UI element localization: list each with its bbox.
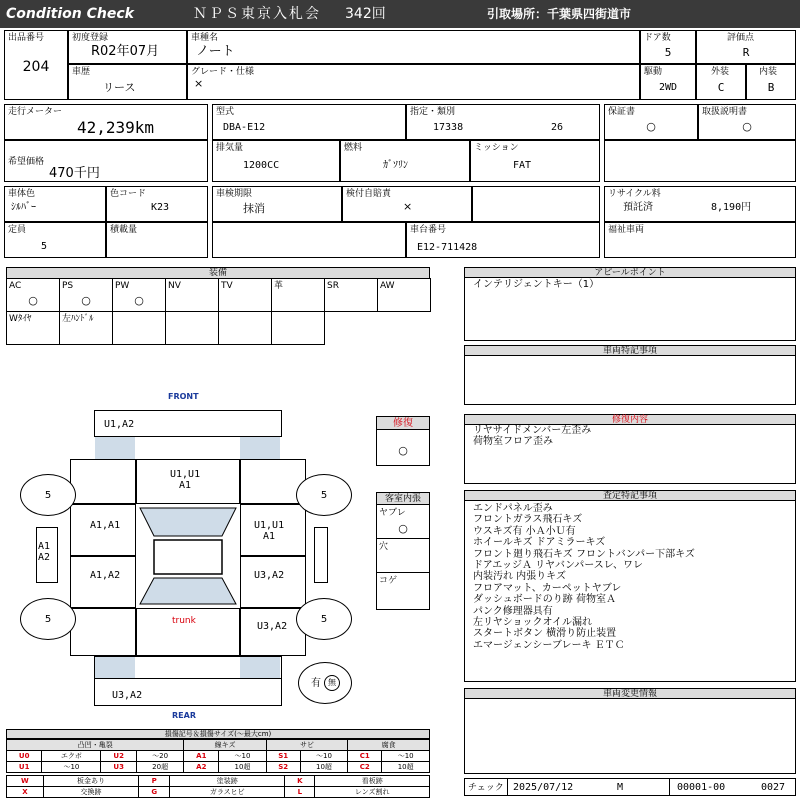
change-info-section xyxy=(464,688,796,774)
transmission-label: ミッション xyxy=(474,143,519,153)
repair-content-text: リヤサイドメンバー左歪み 荷物室フロア歪み xyxy=(473,425,592,448)
legend-desc: 20超 xyxy=(136,762,184,773)
blank-cell-r5 xyxy=(472,186,600,222)
equipment-label: PS xyxy=(62,281,74,291)
legend-size-row-1 xyxy=(7,751,430,762)
price-label: 希望価格 xyxy=(8,157,45,167)
grade-score-cell xyxy=(696,30,796,64)
spare-absent-label: 無 xyxy=(324,675,340,691)
equipment-value: ○ xyxy=(28,294,38,307)
chassis-value: E12-711428 xyxy=(417,242,478,253)
model-code-value: DBA-E12 xyxy=(223,122,266,133)
blank-cell-r6 xyxy=(212,222,406,258)
exterior-cell xyxy=(696,64,746,100)
legend-code: U3 xyxy=(101,762,136,773)
welfare-label: 福祉車両 xyxy=(608,225,645,235)
capacity-cell xyxy=(4,222,106,258)
appeal-section xyxy=(464,267,796,341)
doors-cell xyxy=(640,30,696,64)
legend-desc: エクボ xyxy=(42,751,101,762)
interior-label: 内装 xyxy=(759,67,778,77)
footer-check xyxy=(464,778,796,796)
designation-b-value: 26 xyxy=(551,122,564,133)
grade-cell xyxy=(187,64,640,100)
left-front-fender xyxy=(70,459,136,504)
cabin-burn-label: コゲ xyxy=(379,576,398,586)
equipment-label: TV xyxy=(221,281,233,291)
special-notes-title: 車両特記事項 xyxy=(465,346,795,356)
warranty-label: 保証書 xyxy=(608,107,636,117)
load-label: 積載量 xyxy=(110,225,138,235)
mileage-cell xyxy=(4,104,208,140)
legend-size-row-2 xyxy=(7,762,430,773)
model-code-cell xyxy=(212,104,406,140)
repair-box xyxy=(376,416,430,466)
left-side-damage: A1 A2 xyxy=(38,541,51,563)
legend-code: S2 xyxy=(266,762,300,773)
history-cell xyxy=(68,64,187,100)
legend-code: X xyxy=(7,787,44,798)
interior-value: B xyxy=(767,81,775,94)
first-reg-label: 初度登録 xyxy=(72,33,109,43)
legend-table-2 xyxy=(6,775,430,798)
legend-group-row xyxy=(7,740,430,751)
legend-group-scratch: 線キズ xyxy=(184,740,266,751)
designation-a-value: 17338 xyxy=(433,122,464,133)
recycle-cell xyxy=(604,186,796,222)
equipment-value: ○ xyxy=(134,294,144,307)
left-quarter xyxy=(70,608,136,656)
hood-damage: U1,U1 A1 xyxy=(170,469,201,491)
right-quarter-damage: U3,A2 xyxy=(257,621,288,632)
front-left-light xyxy=(95,437,135,459)
repair-box-value: ○ xyxy=(398,444,408,457)
repair-box-title: 修復 xyxy=(377,417,429,430)
appeal-title: アピールポイント xyxy=(465,268,795,278)
equipment-cell xyxy=(59,278,113,312)
tire-front-right: 5 xyxy=(296,474,352,516)
rear-frame xyxy=(94,656,282,678)
header-bar xyxy=(0,0,800,28)
equipment-cell xyxy=(218,311,272,345)
chassis-cell xyxy=(406,222,600,258)
check-date: 2025/07/12 xyxy=(513,782,574,793)
recycle-status: 預託済 xyxy=(623,202,653,213)
left-rear-door xyxy=(70,556,136,608)
legend-code: P xyxy=(139,776,170,787)
legend-code: A2 xyxy=(184,762,219,773)
equipment-label: PW xyxy=(115,281,130,291)
legend-desc: レンズ割れ xyxy=(315,787,430,798)
equipment-value: ○ xyxy=(81,294,91,307)
header-left-title: Condition Check xyxy=(6,6,134,22)
legend-desc: 〜10 xyxy=(382,751,430,762)
repair-content-section xyxy=(464,414,796,484)
grade-label: グレード・仕様 xyxy=(191,67,255,77)
fuel-cell xyxy=(340,140,470,182)
capacity-label: 定員 xyxy=(8,225,27,235)
legend-desc: 看板跡 xyxy=(315,776,430,787)
trunk-label: trunk xyxy=(172,616,196,626)
legend-code: S1 xyxy=(266,751,300,762)
check-label: チェック xyxy=(468,783,504,793)
model-name-cell xyxy=(187,30,640,64)
drive-label: 駆動 xyxy=(644,67,663,77)
rear-bumper-damage: U3,A2 xyxy=(112,690,143,701)
rear-window xyxy=(140,578,236,604)
legend-desc: 〜20 xyxy=(136,751,184,762)
auction-name: ＮＰＳ東京入札会 xyxy=(193,6,321,22)
legend-desc: 〜10 xyxy=(300,751,348,762)
model-name-value: ノート xyxy=(196,44,235,59)
legend-table xyxy=(6,739,430,773)
equipment-cell xyxy=(218,278,272,312)
grade-value: × xyxy=(194,77,204,90)
right-rear-door-damage: U3,A2 xyxy=(254,570,285,581)
price-cell xyxy=(4,140,208,182)
cabin-tear-label: ヤブレ xyxy=(379,508,406,518)
legend-group-corrosion: 腐食 xyxy=(348,740,430,751)
grade-score-value: R xyxy=(742,46,750,59)
capacity-value: 5 xyxy=(41,241,48,252)
legend-mark-row-1 xyxy=(7,776,430,787)
cabin-tear-value: ○ xyxy=(398,522,408,535)
footer-code: 00001-00 xyxy=(677,782,726,793)
cabin-item-hole xyxy=(377,539,429,573)
manual-cell xyxy=(698,104,796,140)
spare-tire xyxy=(298,662,352,704)
doors-value: 5 xyxy=(664,46,672,59)
fuel-label: 燃料 xyxy=(344,143,363,153)
legend-code: U2 xyxy=(101,751,136,762)
drive-cell xyxy=(640,64,696,100)
color-code-value: K23 xyxy=(151,202,170,213)
inspection-label: 車検期限 xyxy=(216,189,253,199)
warranty-cell xyxy=(604,104,698,140)
equipment-label: 左ﾊﾝﾄﾞﾙ xyxy=(62,314,94,324)
front-right-light xyxy=(240,437,280,459)
equipment-cell xyxy=(112,311,166,345)
auction-session: 342回 xyxy=(345,6,386,22)
legend-desc: 10超 xyxy=(300,762,348,773)
first-reg-cell xyxy=(68,30,187,64)
equipment-cell xyxy=(6,311,60,345)
equipment-cell xyxy=(271,311,325,345)
cabin-outline xyxy=(136,504,240,608)
doors-label: ドア数 xyxy=(644,33,671,43)
inspection-notes-section xyxy=(464,490,796,682)
equipment-label: NV xyxy=(168,281,181,291)
legend-code: G xyxy=(139,787,170,798)
spare-present-label: 有 xyxy=(311,678,321,689)
checker-initial: M xyxy=(617,782,624,793)
displacement-cell xyxy=(212,140,340,182)
lot-label: 出品番号 xyxy=(8,33,45,43)
price-value: 470千円 xyxy=(49,166,100,181)
equipment-cell xyxy=(377,278,431,312)
cabin-item-burn xyxy=(377,573,429,609)
rear-label: REAR xyxy=(172,711,196,720)
front-bumper-right xyxy=(186,410,282,437)
legend-mark-row-2 xyxy=(7,787,430,798)
legend-header: 損傷記号＆損傷サイズ(〜最大cm) xyxy=(6,729,430,739)
appeal-text: インテリジェントキー（1） xyxy=(473,279,600,290)
equipment-cell xyxy=(271,278,325,312)
legend-desc: 板金あり xyxy=(43,776,138,787)
first-reg-value: R02年07月 xyxy=(91,44,160,59)
equipment-cell xyxy=(6,278,60,312)
legend-code: W xyxy=(7,776,44,787)
blank-cell-r4 xyxy=(604,140,796,182)
legend-desc: 10超 xyxy=(219,762,267,773)
change-info-title: 車両変更情報 xyxy=(465,689,795,699)
insurance-label: 検付自賠責 xyxy=(346,189,392,199)
right-rear-door xyxy=(240,556,306,608)
legend-desc: ガラスヒビ xyxy=(170,787,285,798)
cabin-item-tear xyxy=(377,505,429,539)
lot-cell xyxy=(4,30,68,100)
inspection-value: 抹消 xyxy=(243,202,265,215)
legend-code: U1 xyxy=(7,762,42,773)
footer-divider-1 xyxy=(507,779,508,795)
insurance-value: × xyxy=(403,200,413,213)
repair-content-title: 修復内容 xyxy=(465,415,795,425)
tire-front-left: 5 xyxy=(20,474,76,516)
fuel-value: ｶﾞｿﾘﾝ xyxy=(383,160,408,171)
equipment-title: 装備 xyxy=(208,268,227,278)
legend-desc: 〜10 xyxy=(42,762,101,773)
cabin-hole-label: 穴 xyxy=(379,542,389,552)
insurance-cell xyxy=(342,186,472,222)
exterior-label: 外装 xyxy=(711,67,730,77)
displacement-label: 排気量 xyxy=(216,143,244,153)
tire-rear-right: 5 xyxy=(296,598,352,640)
equipment-cell xyxy=(165,278,219,312)
legend-code: K xyxy=(285,776,315,787)
legend-desc: 塗装跡 xyxy=(170,776,285,787)
legend-code: U0 xyxy=(7,751,42,762)
legend-code: A1 xyxy=(184,751,219,762)
legend-code: C1 xyxy=(348,751,382,762)
welfare-cell xyxy=(604,222,796,258)
front-label: FRONT xyxy=(168,392,199,401)
equipment-cell xyxy=(59,311,113,345)
equipment-label: AW xyxy=(380,281,395,291)
equipment-cell xyxy=(324,278,378,312)
equipment-label: 革 xyxy=(274,281,284,291)
designation-cell xyxy=(406,104,600,140)
transmission-value: FAT xyxy=(513,160,532,171)
mileage-value: 42,239km xyxy=(77,118,155,137)
equipment-cell xyxy=(165,311,219,345)
manual-value: ○ xyxy=(742,120,752,133)
exterior-value: C xyxy=(717,81,725,94)
history-label: 車歴 xyxy=(72,67,91,77)
color-value: ｼﾙﾊﾞｰ xyxy=(11,202,36,213)
recycle-fee: 8,190円 xyxy=(711,202,752,213)
interior-cell xyxy=(746,64,796,100)
inspection-notes-title: 査定特記事項 xyxy=(465,491,795,501)
equipment-label: SR xyxy=(327,281,339,291)
special-notes-section xyxy=(464,345,796,405)
model-name-label: 車種名 xyxy=(191,33,219,43)
grade-score-label: 評価点 xyxy=(727,33,755,43)
cabin-box xyxy=(376,492,430,610)
legend-desc: 〜10 xyxy=(219,751,267,762)
equipment-label: Wﾀｲﾔ xyxy=(9,314,32,324)
manual-label: 取扱説明書 xyxy=(702,107,748,117)
pickup-location: 引取場所：千葉県四街道市 xyxy=(487,7,632,21)
windshield xyxy=(140,508,236,536)
load-cell xyxy=(106,222,208,258)
right-side-panel xyxy=(314,527,328,583)
equipment-cell xyxy=(112,278,166,312)
equipment-label: AC xyxy=(9,281,22,291)
chassis-label: 車台番号 xyxy=(410,225,447,235)
tire-rear-left: 5 xyxy=(20,598,76,640)
legend-code: L xyxy=(285,787,315,798)
inspection-cell xyxy=(212,186,342,222)
mileage-label: 走行メーター xyxy=(8,107,63,117)
roof-panel xyxy=(154,540,222,574)
legend-desc: 交換跡 xyxy=(43,787,138,798)
cabin-title: 客室内張 xyxy=(377,493,429,505)
legend-group-rust: サビ xyxy=(266,740,347,751)
history-value: リース xyxy=(103,81,136,94)
lot-number: 204 xyxy=(22,59,50,75)
footer-number: 0027 xyxy=(761,782,786,793)
right-front-door-damage: U1,U1 A1 xyxy=(254,520,285,542)
inspection-notes-text: エンドパネル歪み フロントガラス飛石キズ ウスキズ有 小Ａ小Ｕ有 ホイールキズ ドアミラーキズ フロント廻り飛石キズ フロントバンパー下部キズ ドアエッジＡ リヤバンパースレ、ワレ 内装汚れ 内張りキズ フロアマット、カーペットヤブレ ダッシュボードのり跡 荷物室Ａ パンク修理器具有 左リヤショックオイル漏れ スタートボタン 横滑り防止装置 エマージェンシーブレーキ ＥＴＣ xyxy=(473,503,695,651)
front-bumper-damage: U1,A2 xyxy=(104,419,135,430)
color-cell xyxy=(4,186,106,222)
transmission-cell xyxy=(470,140,600,182)
legend-group-dent: 凸凹・亀裂 xyxy=(7,740,184,751)
color-code-cell xyxy=(106,186,208,222)
displacement-value: 1200CC xyxy=(243,160,280,171)
left-rear-door-damage: A1,A2 xyxy=(90,570,121,581)
designation-label: 指定・類別 xyxy=(410,107,456,117)
legend-desc: 10超 xyxy=(382,762,430,773)
legend-code: C2 xyxy=(348,762,382,773)
color-label: 車体色 xyxy=(8,189,36,199)
left-front-door-damage: A1,A1 xyxy=(90,520,121,531)
color-code-label: 色コード xyxy=(110,189,147,199)
drive-value: 2WD xyxy=(658,82,678,93)
footer-divider-2 xyxy=(669,779,670,795)
recycle-label: リサイクル料 xyxy=(608,189,661,199)
warranty-value: ○ xyxy=(646,120,656,133)
model-code-label: 型式 xyxy=(216,107,235,117)
